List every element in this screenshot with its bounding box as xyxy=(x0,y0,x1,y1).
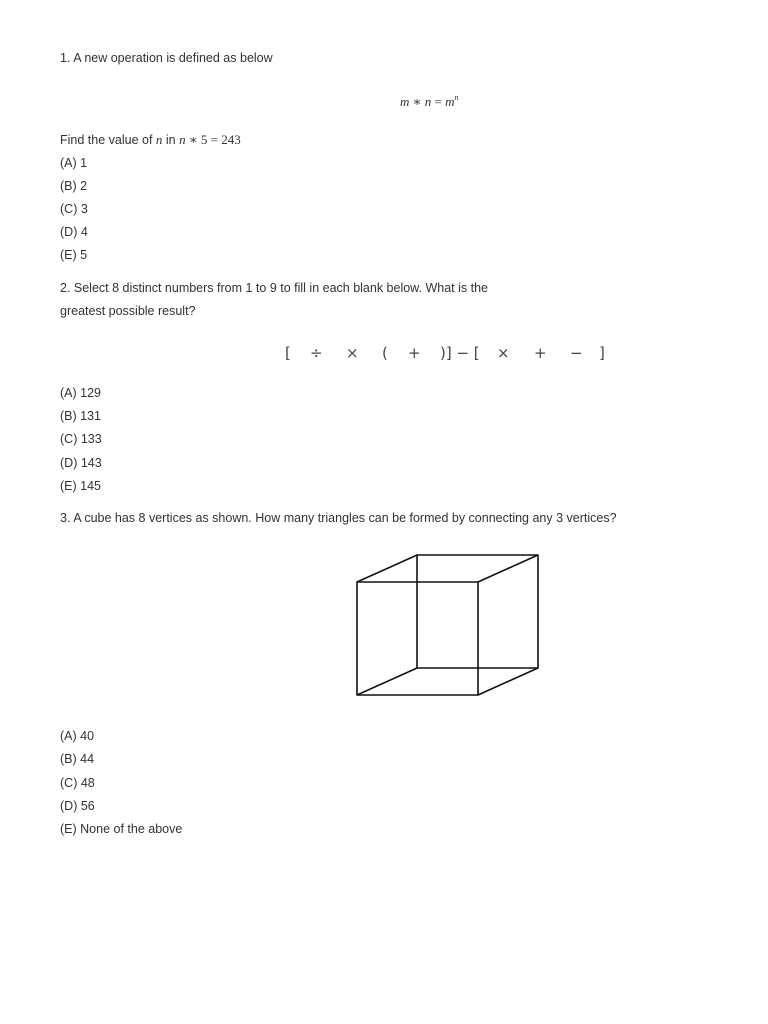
cube-edge-top-right xyxy=(478,555,538,582)
q1-find-prefix: Find the value of xyxy=(60,133,156,147)
q3-option-a: (A) 40 xyxy=(60,729,95,743)
formula-n: n xyxy=(424,94,432,109)
formula-m: m xyxy=(400,94,410,109)
q3-option-d: (D) 56 xyxy=(60,799,95,813)
formula-equals: = xyxy=(434,94,442,109)
q2-option-c: (C) 133 xyxy=(60,432,102,446)
q1-stem: 1. A new operation is defined as below xyxy=(60,51,273,65)
q1-option-a: (A) 1 xyxy=(60,156,88,170)
q1-option-c: (C) 3 xyxy=(60,202,88,216)
formula-exponent: n xyxy=(454,93,459,102)
expr-times-1: × xyxy=(346,344,359,362)
q2-option-b: (B) 131 xyxy=(60,409,101,423)
q2-option-e: (E) 145 xyxy=(60,479,101,493)
cube-edge-bottom-left xyxy=(357,668,417,695)
expr-open-bracket: [ xyxy=(285,344,291,362)
expr-divide: ÷ xyxy=(310,344,323,362)
expr-plus-1: + xyxy=(408,344,421,362)
q2-stem-line2: greatest possible result? xyxy=(60,304,196,318)
q1-option-e: (E) 5 xyxy=(60,248,88,262)
q3-option-b: (B) 44 xyxy=(60,752,95,766)
q3-option-e: (E) None of the above xyxy=(60,822,183,836)
cube-edge-top-left xyxy=(357,555,417,582)
expr-middle-minus: )] − [ xyxy=(440,344,480,362)
expr-plus-2: + xyxy=(534,344,547,362)
q3-option-c: (C) 48 xyxy=(60,776,95,790)
q1-option-b: (B) 2 xyxy=(60,179,88,193)
expr-close-bracket: ] xyxy=(599,344,605,362)
expr-times-2: × xyxy=(497,344,510,362)
q1-find-line xyxy=(60,132,241,148)
q2-option-d: (D) 143 xyxy=(60,456,102,470)
q1-operation-definition xyxy=(400,90,458,110)
expr-minus: − xyxy=(570,344,583,362)
q2-option-a: (A) 129 xyxy=(60,386,101,400)
q1-expr-rest: ∗ 5 = 243 xyxy=(185,132,241,147)
q3-stem: 3. A cube has 8 vertices as shown. How many triangles can be formed by connecting any 3 vertices? xyxy=(60,511,617,525)
q1-option-d: (D) 4 xyxy=(60,225,88,239)
formula-base: m xyxy=(445,94,455,109)
q1-find-var: n xyxy=(155,132,163,147)
cube-edge-bottom-right xyxy=(478,668,538,695)
q1-find-mid: in xyxy=(162,133,180,147)
q1-expr-var: n xyxy=(179,132,186,147)
expr-open-paren: ( xyxy=(382,344,388,362)
q2-stem-line1: 2. Select 8 distinct numbers from 1 to 9 to fill in each blank below. What is the xyxy=(60,281,488,295)
wireframe-cube-icon xyxy=(350,548,546,704)
formula-star: ∗ xyxy=(412,94,422,109)
